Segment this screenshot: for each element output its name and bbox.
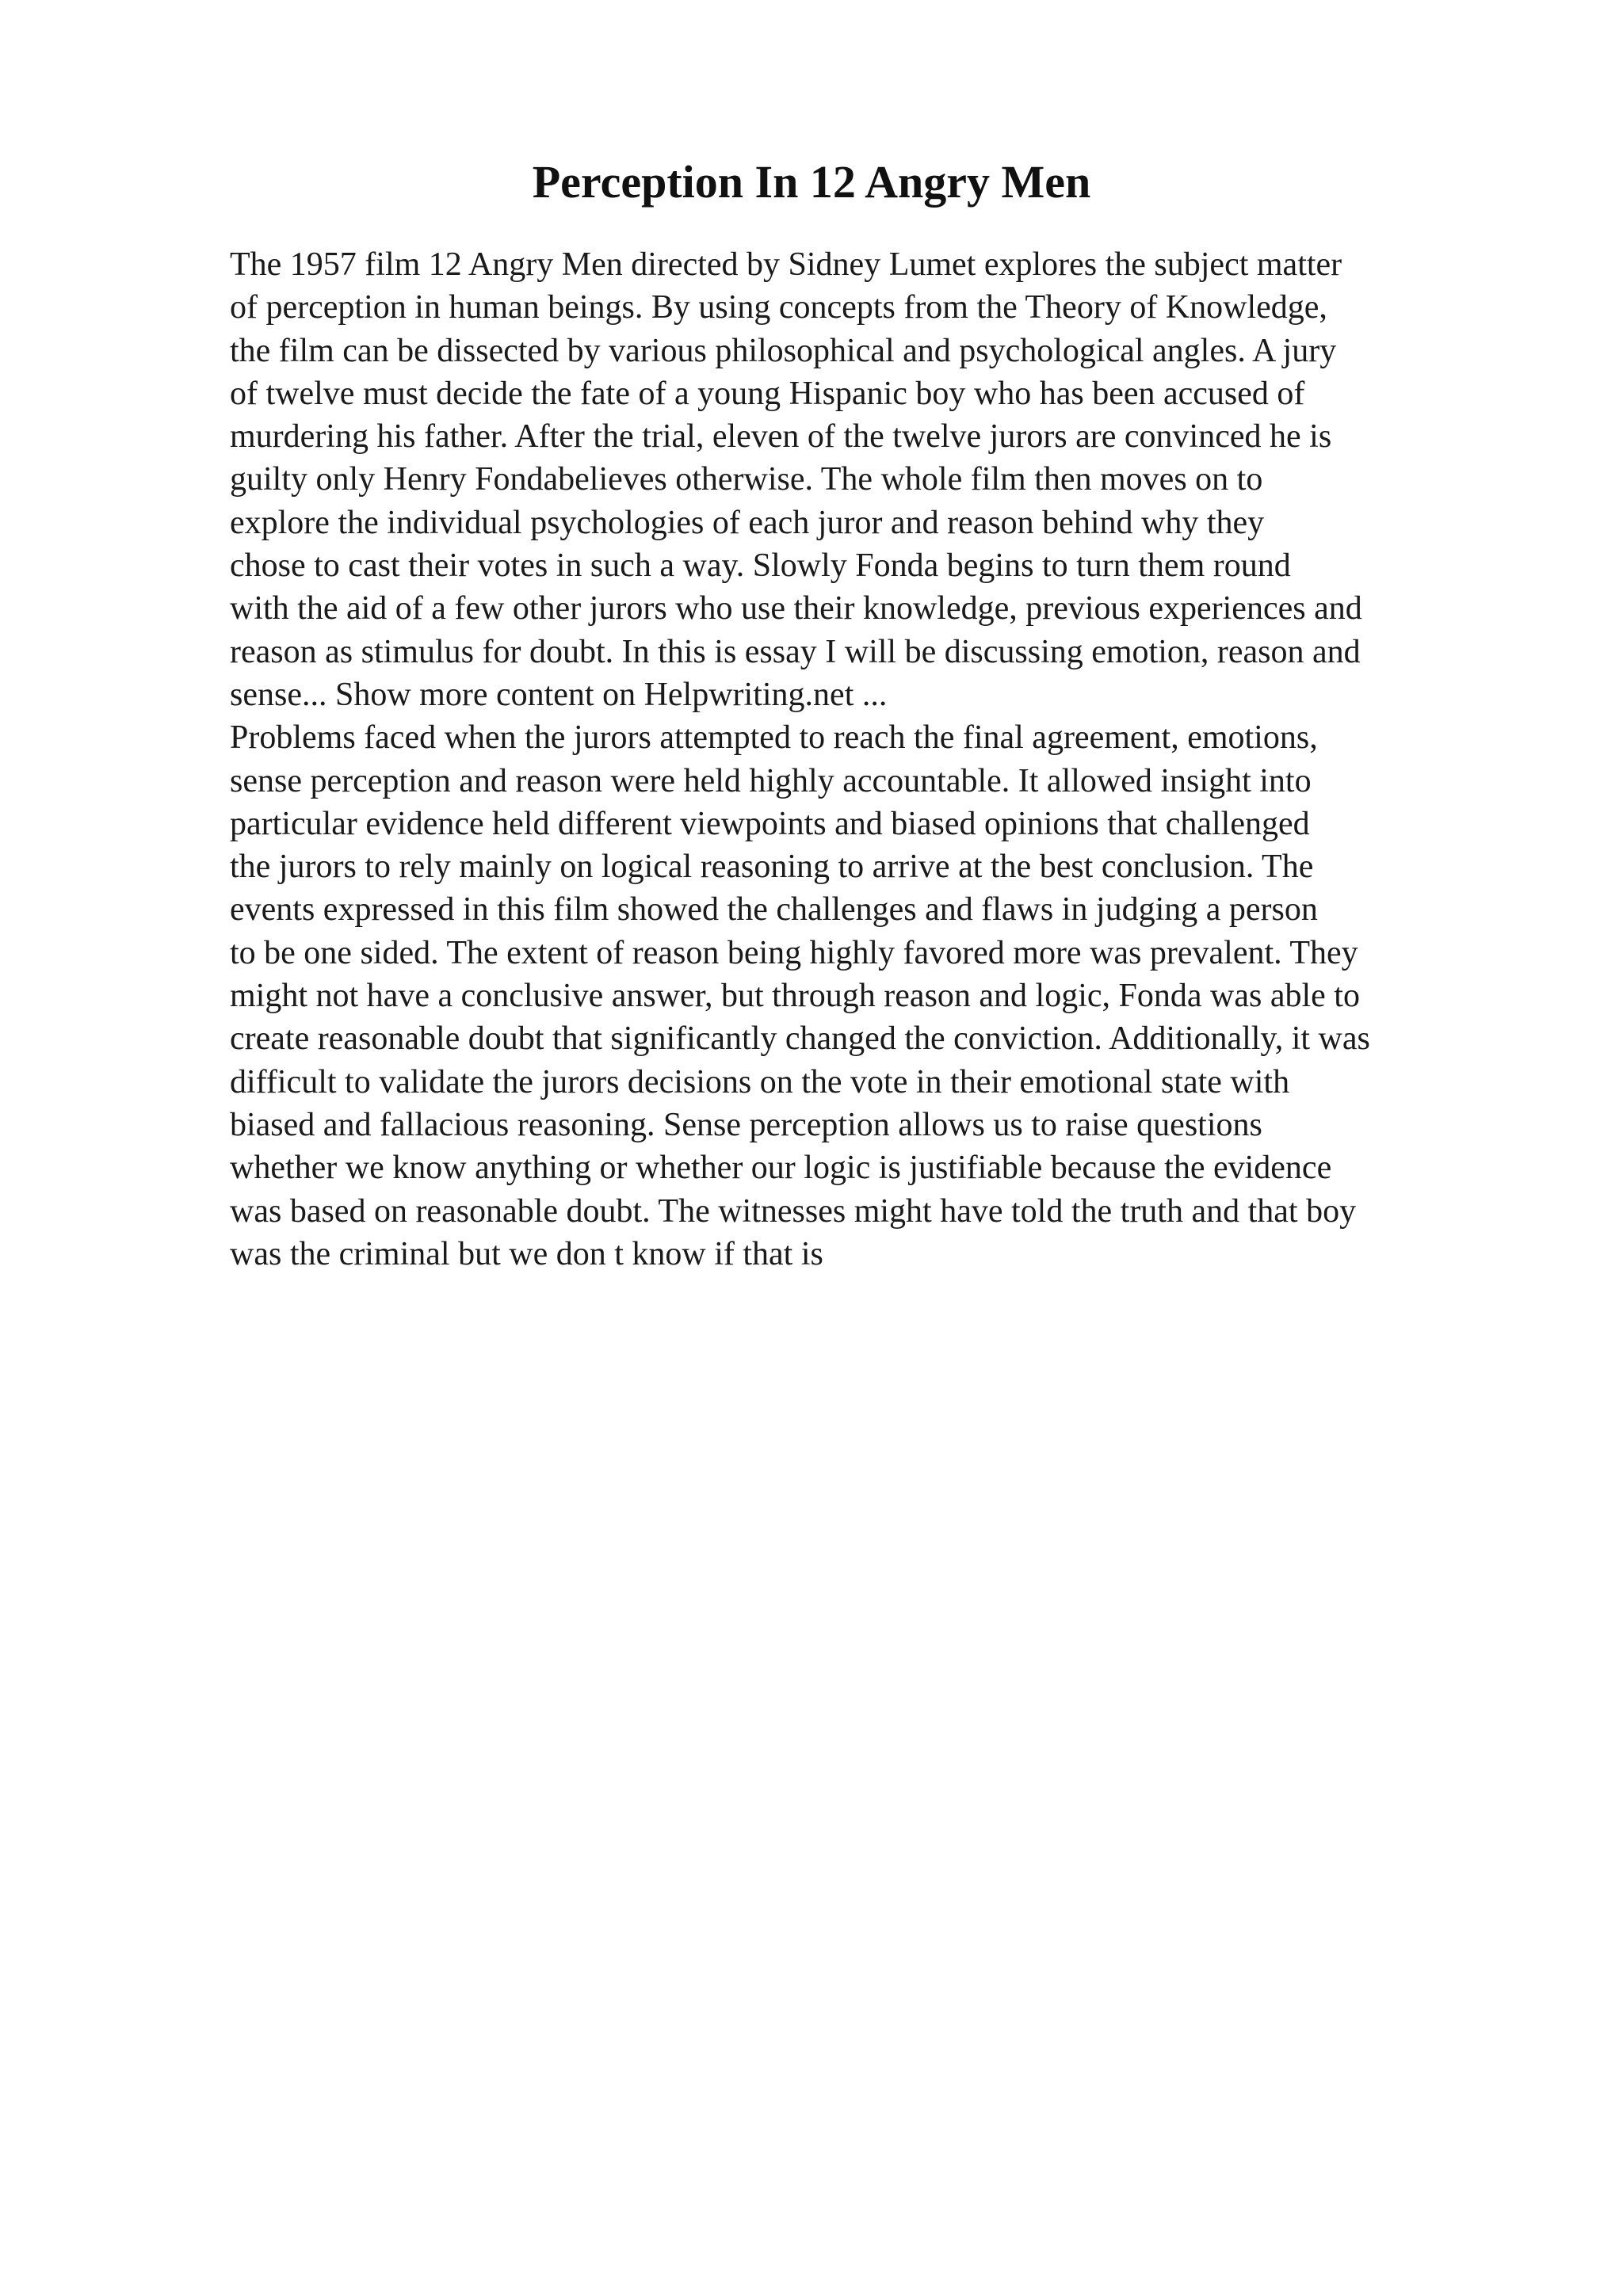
text-line: murdering his father. After the trial, eleven of the twelve jurors are convinced he is (230, 418, 1332, 456)
text-line: was the criminal but we don t know if that is (230, 1235, 823, 1272)
text-line: The 1957 film 12 Angry Men directed by Sidney Lumet explores the subject matter (230, 246, 1342, 283)
text-line: reason as stimulus for doubt. In this is essay I will be discussing emotion, reason and (230, 633, 1361, 670)
text-line: explore the individual psychologies of each juror and reason behind why they (230, 504, 1265, 541)
text-line: particular evidence held different viewpoints and biased opinions that challenged (230, 805, 1310, 842)
text-line: of twelve must decide the fate of a young Hispanic boy who has been accused of (230, 375, 1305, 412)
text-line: chose to cast their votes in such a way. Slowly Fonda begins to turn them round (230, 547, 1291, 585)
text-line: whether we know anything or whether our logic is justifiable because the evidence (230, 1150, 1332, 1187)
text-line: create reasonable doubt that significantly changed the conviction. Additionally, it was (230, 1020, 1370, 1058)
text-line: might not have a conclusive answer, but through reason and logic, Fonda was able to (230, 978, 1360, 1015)
text-line: sense perception and reason were held highly accountable. It allowed insight into (230, 762, 1312, 799)
text-line: difficult to validate the jurors decisions on the vote in their emotional state with (230, 1063, 1290, 1100)
document-body (230, 243, 1529, 1276)
text-line: guilty only Henry Fondabelieves otherwise. The whole film then moves on to (230, 461, 1263, 498)
text-line: biased and fallacious reasoning. Sense perception allows us to raise questions (230, 1106, 1262, 1143)
text-line: events expressed in this film showed the challenges and flaws in judging a person (230, 891, 1318, 929)
text-line: to be one sided. The extent of reason being highly favored more was prevalent. They (230, 934, 1358, 971)
text-line: of perception in human beings. By using concepts from the Theory of Knowledge, (230, 289, 1327, 326)
document-title: Perception In 12 Angry Men (532, 156, 1091, 208)
text-line: sense... Show more content on Helpwriting.net ... (230, 676, 888, 713)
text-line: with the aid of a few other jurors who use their knowledge, previous experiences and (230, 590, 1362, 627)
text-line: Problems faced when the jurors attempted to reach the final agreement, emotions, (230, 719, 1318, 757)
text-line: was based on reasonable doubt. The witnesses might have told the truth and that boy (230, 1192, 1357, 1230)
text-line: the jurors to rely mainly on logical reasoning to arrive at the best conclusion. The (230, 849, 1314, 886)
text-line: the film can be dissected by various philosophical and psychological angles. A jury (230, 332, 1337, 369)
